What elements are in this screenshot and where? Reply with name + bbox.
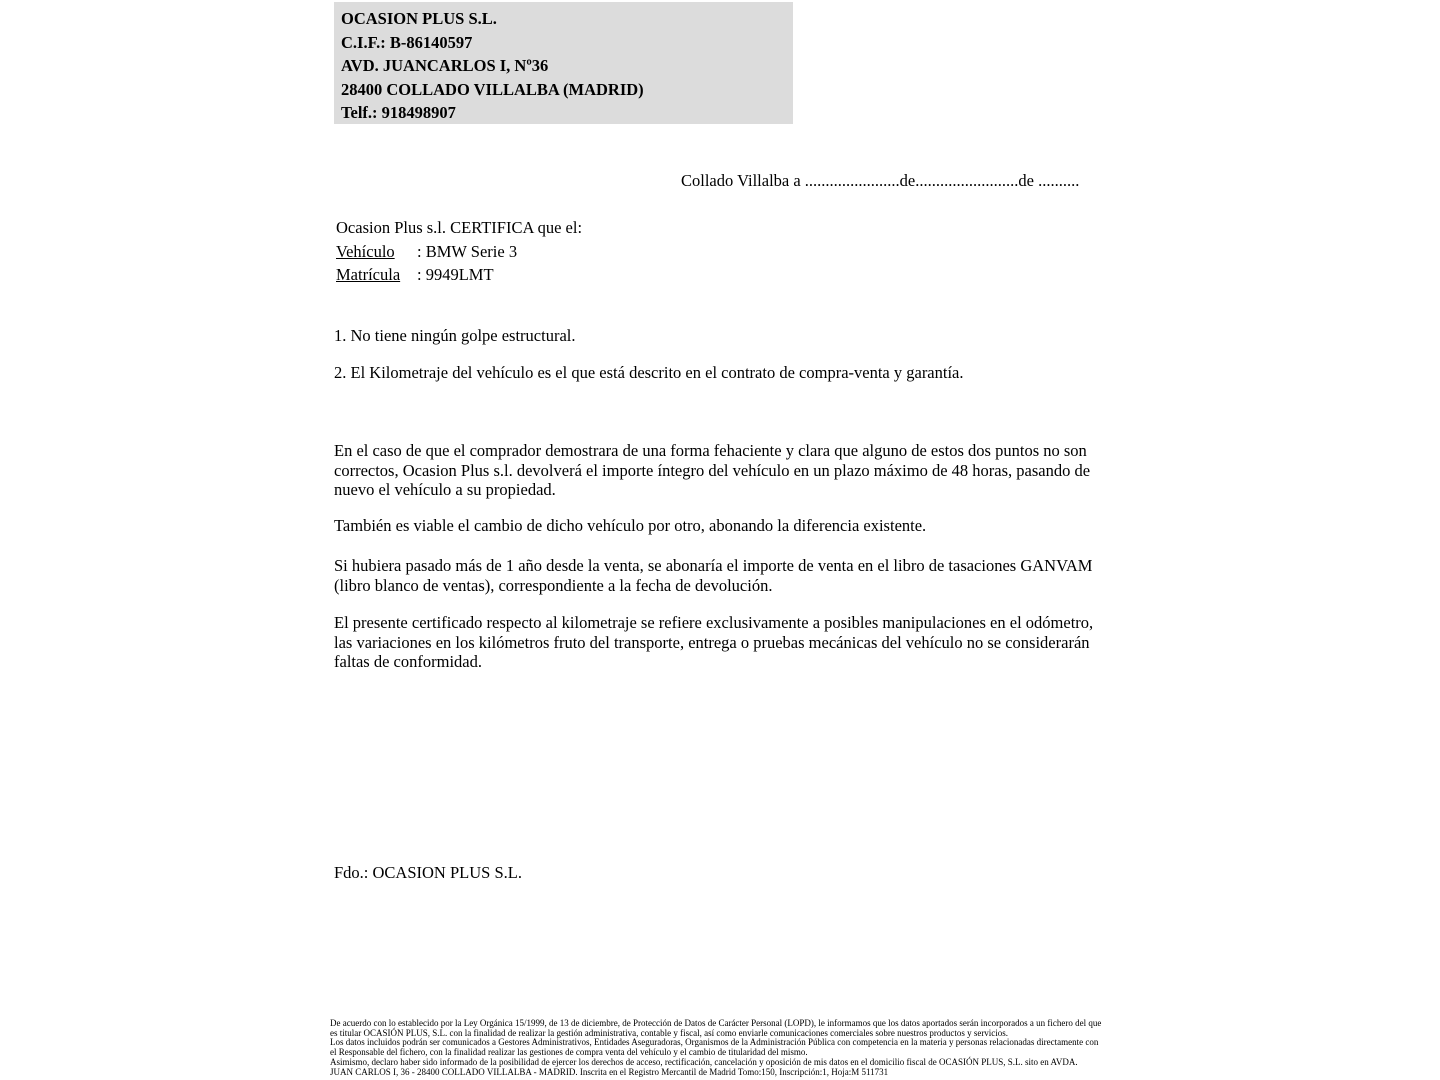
footer-paragraph-data-sharing: Los datos incluidos podrán ser comunicados a Gestores Administrativos, Entidades Aseguradoras, Organismos de la Administración Pública con competencia en la materia y personas relacionadas directamente con el Responsable del fichero, con la finalidad realizar las gestiones de compra venta del vehículo y el cambio de titularidad del mismo.: [330, 1037, 1099, 1058]
paragraph-odometer: El presente certificado respecto al kilometraje se refiere exclusivamente a posibles manipulaciones en el odómetro, las variaciones en los kilómetros fruto del transporte, entrega o pruebas mecánicas del vehículo no se considerarán faltas de conformidad.: [334, 613, 1094, 672]
certify-block: [336, 216, 582, 287]
company-city: 28400 COLLADO VILLALBA (MADRID): [341, 79, 644, 99]
company-header: [334, 2, 793, 124]
point-2: 2. El Kilometraje del vehículo es el que está descrito en el contrato de compra-venta y garantía.: [334, 363, 964, 382]
company-name: OCASION PLUS S.L.: [341, 9, 497, 28]
certify-intro: Ocasion Plus s.l. CERTIFICA que el:: [336, 218, 583, 237]
paragraph-refund: En el caso de que el comprador demostrara de una forma fehaciente y clara que alguno de estos dos puntos no son correctos, Ocasion Plus s.l. devolverá el importe íntegro del vehículo en un plazo máximo de 48 horas, pasando de nuevo el vehículo a su propiedad.: [334, 441, 1091, 500]
signature-line: Fdo.: OCASION PLUS S.L.: [334, 863, 522, 882]
plate-label: Matrícula: [336, 265, 401, 284]
paragraph-ganvam: Si hubiera pasado más de 1 año desde la venta, se abonaría el importe de venta en el libro de tasaciones GANVAM (libro blanco de ventas), correspondiente a la fecha de devolución.: [334, 556, 1093, 595]
footer-paragraph-lopd: De acuerdo con lo establecido por la Ley Orgánica 15/1999, de 13 de diciembre, de Protección de Datos de Carácter Personal (LOPD), le informamos que los datos aportados serán incorporados a un fichero del que es titular OCASIÓN PLUS, S.L. con la finalidad de realizar la gestión administrativa, contable y fiscal, así como enviarle comunicaciones comerciales sobre nuestros productos y servicios.: [330, 1018, 1102, 1038]
paragraph-exchange: También es viable el cambio de dicho vehículo por otro, abonando la diferencia existente.: [334, 516, 927, 535]
plate-row: [336, 263, 582, 287]
date-fill-line: Collado Villalba a .......................de.........................de ..........: [681, 171, 1080, 190]
vehicle-label: Vehículo: [336, 241, 395, 261]
company-address: AVD. JUANCARLOS I, Nº36: [341, 56, 549, 76]
footer-paragraph-rights: Asimismo, declaro haber sido informado de la posibilidad de ejercer los derechos de acceso, rectificación, cancelación y oposición de mis datos en el domicilio fiscal de OCASIÓN PLUS, S.L. sito en AVDA. JUAN CARLOS I, 36 - 28400 COLLADO VILLALBA - MADRID. Inscrita en el Registro Mercantil de Madrid Tomo:150, Inscripción:1, Hoja:M 511731: [330, 1056, 1078, 1077]
vehicle-row: [336, 240, 582, 264]
company-phone: Telf.: 918498907: [341, 103, 456, 123]
legal-footer: [330, 1019, 1102, 1077]
plate-value: : 9949LMT: [417, 265, 494, 284]
vehicle-value: : BMW Serie 3: [417, 241, 518, 261]
point-1: 1. No tiene ningún golpe estructural.: [334, 326, 576, 345]
company-cif: C.I.F.: B-86140597: [341, 32, 473, 52]
